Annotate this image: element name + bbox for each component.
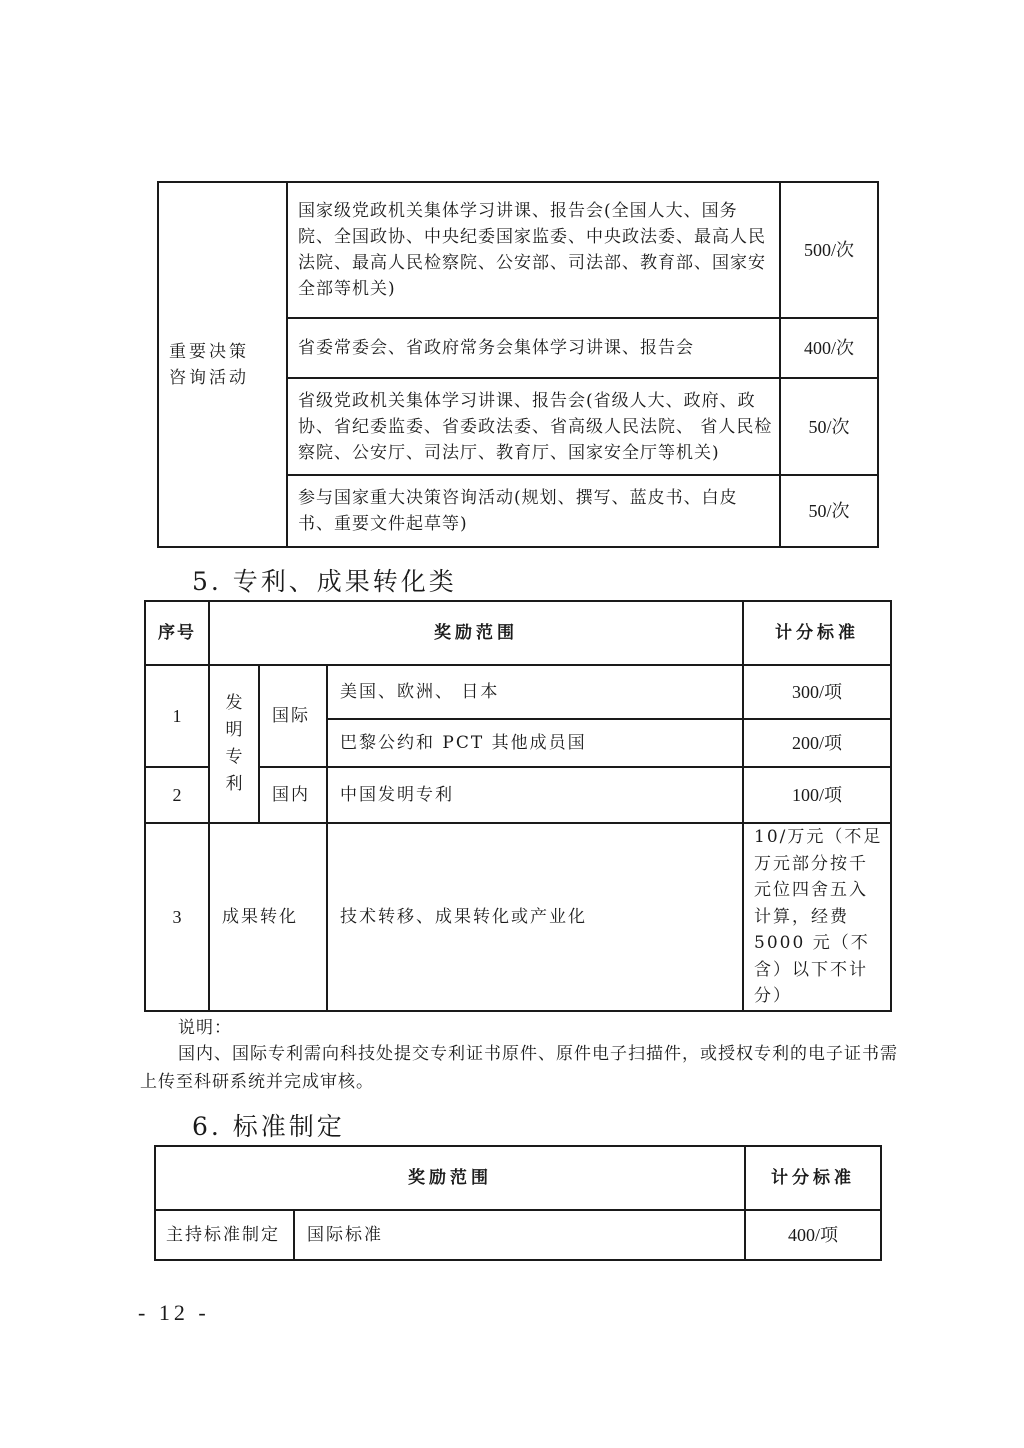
note-body: 国内、国际专利需向科技处提交专利证书原件、原件电子扫描件，或授权专利的电子证书需上传至科研系统并完成审核。	[140, 1044, 898, 1092]
scope-text: 参与国家重大决策咨询活动(规划、撰写、蓝皮书、白皮书、重要文件起草等)	[298, 488, 738, 534]
standard-table	[154, 1145, 882, 1261]
header-score: 计分标准	[745, 1146, 881, 1210]
scope-cell	[287, 318, 780, 378]
row-index: 2	[145, 767, 209, 823]
row-index: 3	[145, 823, 209, 1011]
category-cell	[158, 182, 287, 547]
scope-text: 国家级党政机关集体学习讲课、报告会(全国人大、国务院、全国政协、中央纪委国家监委、中央政法委、最高人民法院、最高人民检察院、公安部、司法部、教育部、国家安全部等机关)	[298, 201, 766, 299]
scope-text: 省级党政机关集体学习讲课、报告会(省级人大、政府、政协、省纪委监委、省委政法委、省高级人民法院、 省人民检察院、公安厅、司法厅、教育厅、国家安全厅等机关)	[298, 390, 773, 463]
score-cell: 400/次	[780, 318, 878, 378]
invention-patent-label: 发明专利	[225, 693, 243, 794]
section5-heading: 5. 专利、成果转化类	[192, 567, 457, 596]
score-cell: 100/项	[743, 767, 891, 823]
sub-category-cell: 国内	[259, 767, 327, 823]
scope-cell	[287, 378, 780, 475]
row-index: 1	[145, 665, 209, 767]
category-cell: 成果转化	[209, 823, 327, 1011]
category-label: 重要决策咨询活动	[169, 341, 249, 388]
item-cell: 巴黎公约和 PCT 其他成员国	[327, 719, 743, 767]
header-score: 计分标准	[743, 601, 891, 665]
item-cell: 美国、欧洲、 日本	[327, 665, 743, 719]
score-cell: 400/项	[745, 1210, 881, 1260]
score-cell: 10/万元（不足万元部分按千元位四舍五入计算，经费 5000 元（不含）以下不计分）	[743, 823, 891, 1011]
score-cell: 50/次	[780, 378, 878, 475]
header-index: 序号	[145, 601, 209, 665]
category-cell: 主持标准制定	[155, 1210, 294, 1260]
item-cell: 技术转移、成果转化或产业化	[327, 823, 743, 1011]
score-cell: 300/项	[743, 665, 891, 719]
scope-text: 省委常委会、省政府常务会集体学习讲课、报告会	[298, 338, 694, 358]
sub-category-cell: 国际	[259, 665, 327, 767]
item-cell: 国际标准	[294, 1210, 745, 1260]
note-title: 说明：	[178, 1018, 232, 1038]
header-scope: 奖励范围	[209, 601, 743, 665]
section6-heading: 6. 标准制定	[192, 1112, 345, 1141]
item-cell: 中国发明专利	[327, 767, 743, 823]
header-scope: 奖励范围	[155, 1146, 745, 1210]
score-cell: 50/次	[780, 475, 878, 547]
score-cell: 500/次	[780, 182, 878, 318]
scope-cell	[287, 182, 780, 318]
score-cell: 200/项	[743, 719, 891, 767]
scope-cell	[287, 475, 780, 547]
page-number: - 12 -	[138, 1300, 210, 1325]
patent-table	[144, 600, 892, 1012]
invention-patent-cell	[209, 665, 259, 823]
decision-consulting-table	[157, 181, 879, 548]
